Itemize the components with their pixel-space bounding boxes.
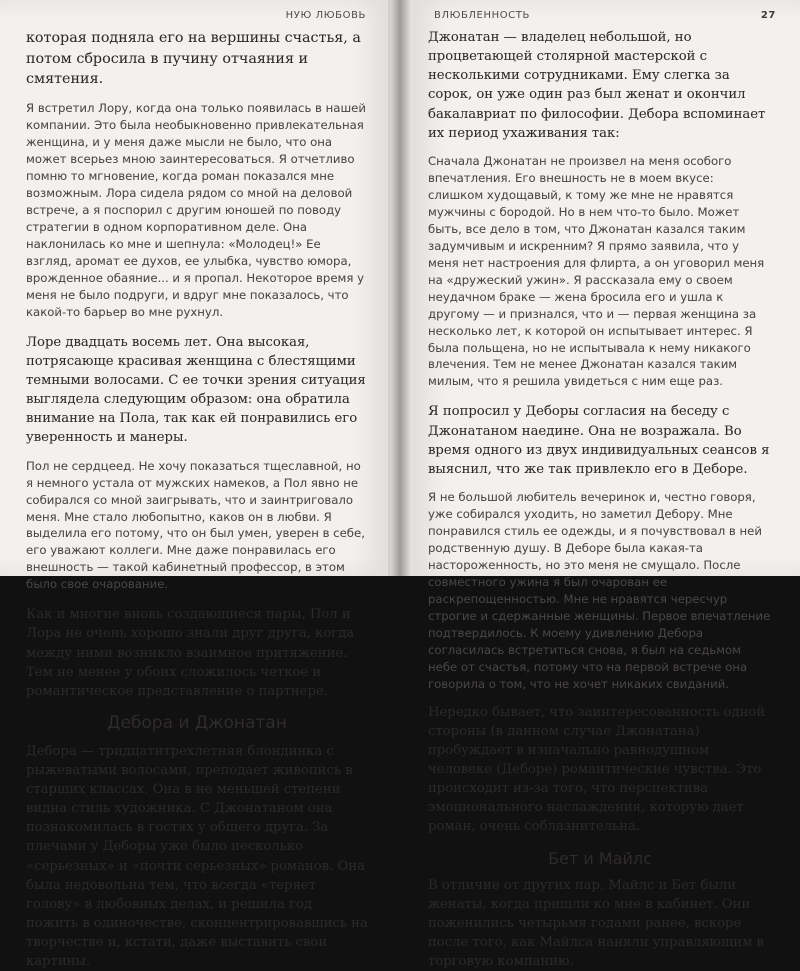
left-page <box>0 0 390 970</box>
left-running-head: НУЮ ЛЮБОВЬ <box>285 10 366 21</box>
left-header <box>24 10 366 24</box>
left-paragraph-3: Как и многие вновь создающиеся пары, Пол и Лора не очень хорошо знали друг друга, когда между ними возникло взаимное притяжение. Тем не менее у обоих сложилось четкое и романтическое представление о партнере. <box>26 607 355 699</box>
right-page-content <box>428 28 772 970</box>
left-quote-2: Пол не сердцеед. Не хочу показаться тщеславной, но я немного устала от мужских намеков, а Пол явно не собирался со мной заигрывать, что и заинтриговало меня. Мне стало любопытно, каков он в любви. Я выделила его потому, что он был умен, уверен в себе, его уважают коллеги. Мне даже понравилась его внешность — такой кабинетный профессор, в этом было свое очарование. <box>26 458 365 592</box>
book-gutter <box>388 0 412 576</box>
left-paragraph-4: Дебора — тридцатитрехлетняя блондинка с рыжеватыми волосами, преподает живопись в старших классах. Она в не меньшей степени видна стиль художника. С Джонатаном она познакомилась в гостях у общего друга. За плечами у Деборы уже было несколько «серьезных» и «почти серьезных» романов. Она была недовольна тем, что всегда «теряет голову» в любовных делах, и решила год пожить в одиночестве, сконцентрировавшись на творчестве и, кстати, даже выставить свои картины. <box>26 743 368 970</box>
page-number: 27 <box>760 10 776 21</box>
right-quote-1: Сначала Джонатан не произвел на меня особого впечатления. Его внешность не в моем вкусе: слишком худощавый, к тому же мне не нравятся мужчины с бородой. Но в нем что-то было. Может быть, все дело в том, что Джонатан казался таким задумчивым и искренним? Я прямо заявила, что у меня нет настроения для флирта, а он уговорил меня на «дружеский ужин». Я рассказала ему о своем неудачном браке — жена бросила его и ушла к другому — и признался, что и — первая женщина за несколько лет, к которой он испытывает интерес. Я была польщена, но не испытывала к нему никакого влечения. Тем не менее Джонатан казался таким милым, что я решила увидеться с ним еще раз. <box>428 153 765 389</box>
section-heading-debora-jonathan: Дебора и Джонатан <box>107 713 287 734</box>
right-paragraph-1: Джонатан — владелец небольшой, но процветающей столярной мастерской с несколькими сотрудниками. Ему слегка за сорок, он уже один раз был женат и окончил бакалавриат по философии. Дебора вспоминает их период ухаживания так: <box>428 30 766 141</box>
right-quote-2: Я не большой любитель вечеринок и, честно говоря, уже собирался уходить, но заметил Дебору. Мне понравился стиль ее одежды, и я почувствовал в ней родственную душу. В Деборе была какая-та настороженность, но это меня не смущало. После совместного ужина я был очарован ее раскрепощенностью. Мне не нравятся чересчур строгие и сдержанные женщины. Первое впечатление подтвердилось. К моему удивлению Дебора согласилась встретиться снова, я был на седьмом небе от счастья, потому что на первой встрече она говорила о том, что не хочет никаких свиданий. <box>428 489 771 691</box>
section-heading-bet-miles: Бет и Майлс <box>548 848 652 868</box>
right-header <box>434 10 776 24</box>
right-running-head: ВЛЮБЛЕННОСТЬ <box>434 10 530 21</box>
left-quote-1: Я встретил Лору, когда она только появилась в нашей компании. Это была необыкновенно привлекательная женщина, и у меня даже мысли не было, что она может всерьез мною заинтересоваться. Я отчетливо помню то мгновение, когда роман показался мне возможным. Лора сидела рядом со мной на деловой встрече, а я поспорил с другим юношей по поводу стратегии в одном корпоративном деле. Она наклонилась ко мне и шепнула: «Молодец!» Ее взгляд, аромат ее духов, ее улыбка, чувство юмора, врожденное обаяние... и я пропал. Некоторое время у меня не было подруги, и вдруг мне показалось, что какой-то барьер во мне рухнул. <box>26 101 366 319</box>
right-paragraph-2: Я попросил у Деборы согласия на беседу с Джонатаном наедине. Она не возражала. Во время одного из двух индивидуальных сеансов я выяснил, что же так привлекло его в Деборе. <box>428 404 770 477</box>
left-page-content <box>26 28 368 970</box>
right-paragraph-3: Нередко бывает, что заинтересованность одной стороны (в данном случае Джонатана) пробуждает в изначально равнодушном человеке (Деборе) романтические чувства. Это происходит из-за того, что перспектива эмоционального наслаждения, которую дает роман, очень соблазнительна. <box>428 704 766 835</box>
right-paragraph-4: В отличие от других пар, Майлс и Бет были женаты, когда пришли ко мне в кабинет. Они поженились четырьмя годами ранее, вскоре после того, как Майлса наняли управляющим в торговую компанию. <box>428 877 764 970</box>
right-page <box>410 0 800 970</box>
left-paragraph-2: Лоре двадцать восемь лет. Она высокая, потрясающе красивая женщина с блестящими темными волосами. С ее точки зрения ситуация выглядела следующим образом: она обратила внимание на Пола, так как ей понравились его уверенность и манеры. <box>26 334 366 446</box>
left-paragraph-1: которая подняла его на вершины счастья, а потом сбросила в пучину отчаяния и смятения. <box>26 30 361 88</box>
